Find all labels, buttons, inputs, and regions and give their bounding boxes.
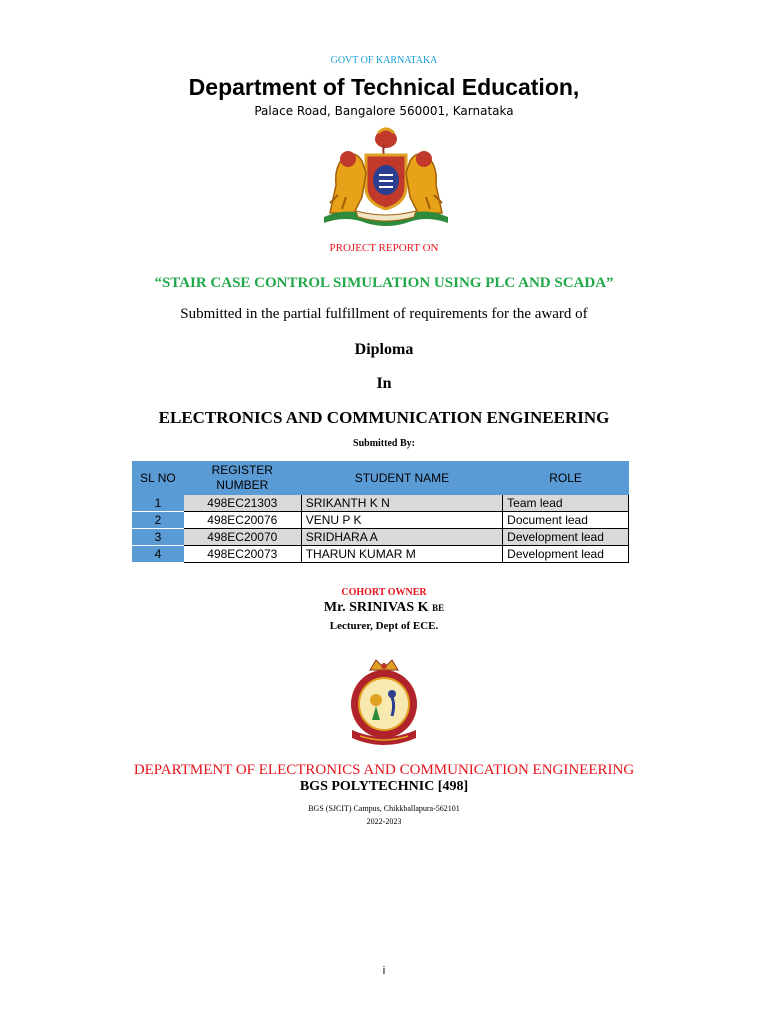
table-row xyxy=(133,546,629,563)
project-report-label: PROJECT REPORT ON xyxy=(329,242,439,254)
table-row xyxy=(133,529,629,546)
college-name: BGS POLYTECHNIC [498] xyxy=(299,779,469,794)
register-number-cell: 498EC21303 xyxy=(183,495,301,512)
cohort-owner-name-line xyxy=(0,600,768,616)
branch-name: ELECTRONICS AND COMMUNICATION ENGINEERING xyxy=(158,408,610,427)
cohort-owner-label: COHORT OWNER xyxy=(341,587,427,598)
cohort-owner-degree: BE xyxy=(432,603,445,613)
column-header-student-name: STUDENT NAME xyxy=(301,462,502,495)
register-number-cell: 498EC20073 xyxy=(183,546,301,563)
campus-address: BGS (SJCIT) Campus, Chikkballapura-562101 xyxy=(308,804,460,813)
college-logo-icon xyxy=(346,656,422,750)
column-header-sl-no: SL NO xyxy=(133,462,184,495)
student-name-cell: VENU P K xyxy=(301,512,502,529)
department-address: Palace Road, Bangalore 560001, Karnataka xyxy=(254,104,514,118)
govt-label: GOVT OF KARNATAKA xyxy=(330,55,438,66)
student-name-cell: SRIKANTH K N xyxy=(301,495,502,512)
department-title: Department of Technical Education, xyxy=(188,74,580,100)
award-name: Diploma xyxy=(354,341,414,358)
register-number-cell: 498EC20076 xyxy=(183,512,301,529)
cohort-owner-designation: Lecturer, Dept of ECE. xyxy=(329,620,439,632)
column-header-register-number: REGISTER NUMBER xyxy=(183,462,301,495)
role-cell: Development lead xyxy=(503,546,629,563)
karnataka-emblem-icon xyxy=(316,125,456,231)
project-title: “STAIR CASE CONTROL SIMULATION USING PLC AND SCADA” xyxy=(154,275,614,291)
register-number-cell: 498EC20070 xyxy=(183,529,301,546)
table-header-row xyxy=(133,462,629,495)
role-cell: Document lead xyxy=(503,512,629,529)
student-name-cell: THARUN KUMAR M xyxy=(301,546,502,563)
cohort-owner-name: Mr. SRINIVAS K xyxy=(323,600,433,615)
sl-no-cell: 1 xyxy=(133,495,184,512)
submitted-text: Submitted in the partial fulfillment of requirements for the award of xyxy=(180,306,588,322)
role-cell: Team lead xyxy=(503,495,629,512)
students-table xyxy=(132,461,629,563)
role-cell: Development lead xyxy=(503,529,629,546)
table-row xyxy=(133,512,629,529)
sl-no-cell: 2 xyxy=(133,512,184,529)
ece-department-name: DEPARTMENT OF ELECTRONICS AND COMMUNICATION ENGINEERING xyxy=(133,762,635,778)
column-header-role: ROLE xyxy=(503,462,629,495)
table-row xyxy=(133,495,629,512)
student-name-cell: SRIDHARA A xyxy=(301,529,502,546)
academic-year: 2022-2023 xyxy=(366,817,402,826)
submitted-by-label: Submitted By: xyxy=(353,438,415,449)
sl-no-cell: 3 xyxy=(133,529,184,546)
page-number: i xyxy=(382,965,386,977)
sl-no-cell: 4 xyxy=(133,546,184,563)
in-label: In xyxy=(376,375,392,392)
